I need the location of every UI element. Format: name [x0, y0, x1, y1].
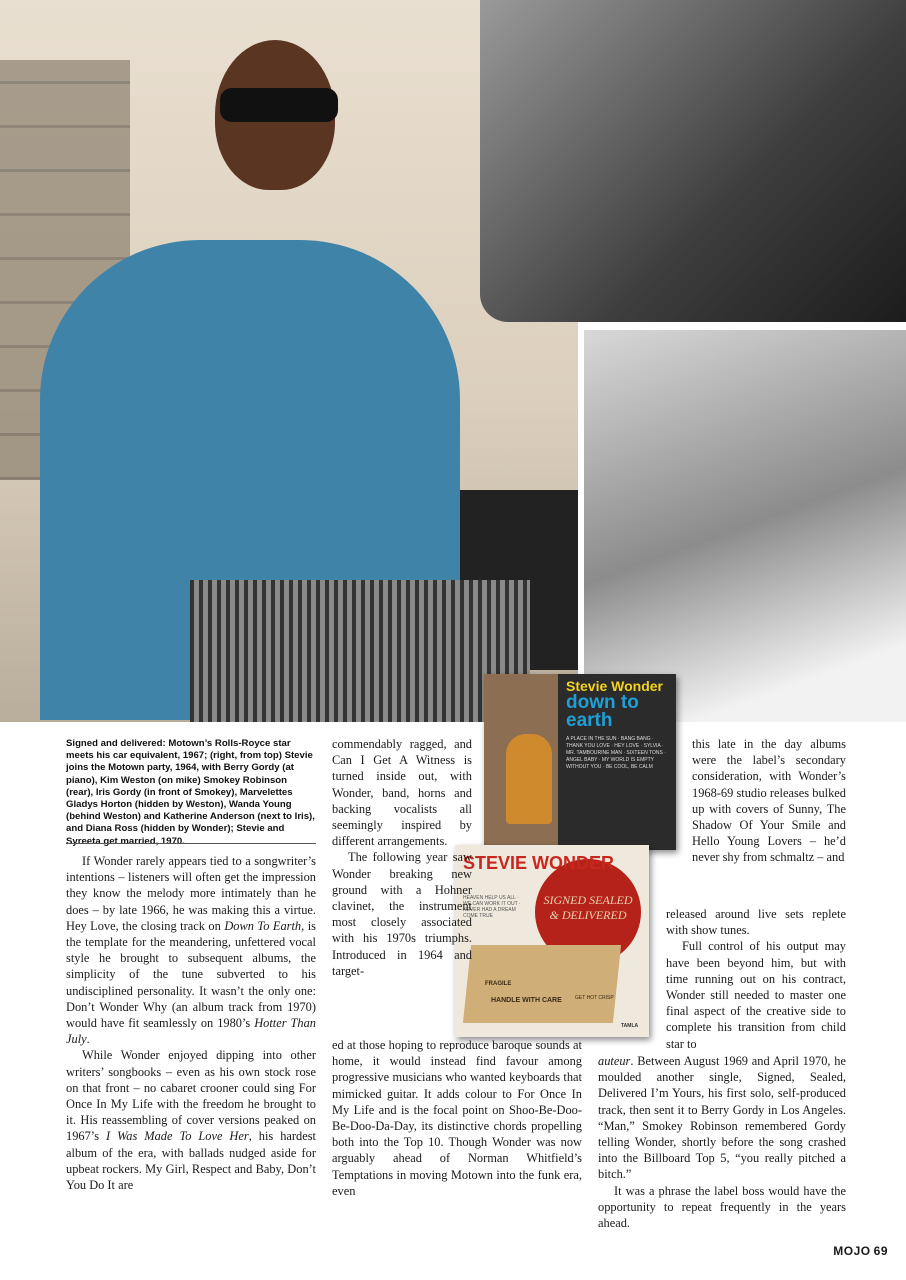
page-number: 69	[873, 1244, 888, 1258]
paragraph: ed at those hoping to reproduce baroque sounds at home, it would instead find favour among progressive musicians who wanted keyboards that mimicked guitar. It adds colour to For Once In My Life and is the focal point on Shoo-Be-Doo-Be-Doo-Da-Day, its distinctive chords propelling both into the Top 10. Though Wonder was now arguably ahead of Norman Whitfield’s Temptations in moving Motown into the funk era, even	[332, 1038, 582, 1198]
album-cover-down-to-earth	[484, 674, 676, 850]
album-tracklist: A PLACE IN THE SUN · BANG BANG · THANK YOU LOVE · HEY LOVE · SYLVIA · MR. TAMBOURINE MAN · SIXTEEN TONS · ANGEL BABY · MY WORLD IS EMPTY WITHOUT YOU · BE COOL, BE CALM	[566, 736, 666, 770]
album-cover-signed-sealed	[455, 845, 649, 1037]
paragraph: released around live sets replete with show tunes.	[666, 907, 846, 938]
column-1	[66, 853, 316, 1193]
magazine-name: MOJO	[833, 1244, 871, 1258]
column-2-bottom	[332, 1037, 582, 1199]
column-3-bottom	[598, 1053, 846, 1231]
box-gethot-label: GET HOT CRISP	[575, 995, 614, 1001]
column-3-middle	[666, 906, 846, 1052]
seal-text: SIGNED SEALED & DELIVERED	[543, 893, 633, 922]
cover-figure	[506, 734, 552, 824]
paragraph: While Wonder enjoyed dipping into other writers’ songbooks – even as his own stock rose on that front – no cabaret crooner could sing For Once In My Life with the freedom he brought to it. His reassembling of cover versions peaked on 1967’s I Was Made To Love Her, his hardest album of the era, with ballads nudged aside for upbeat rockers. My Girl, Respect and Baby, Don’t You Do It are	[66, 1048, 316, 1193]
box-handle-label: HANDLE WITH CARE	[491, 997, 562, 1004]
caption-rule	[66, 843, 316, 844]
paragraph: If Wonder rarely appears tied to a songwriter’s intentions – listeners will often get the impression they know the melody more intimately than he does – by late 1966, he was making this a virtue. Hey Love, the closing track on Down To Earth, is the template for the meandering, unfettered vocal style he brought to subsequent albums, the simplicity of the tune subverted to his undisciplined personality. It wasn’t the only one: Don’t Wonder Why (an album track from 1970) would have fit seamlessly on 1980’s Hotter Than July.	[66, 854, 316, 1047]
sunglasses	[220, 88, 338, 122]
paragraph: this late in the day albums were the label’s secondary consideration, with Wonder’s 1968-69 studio releases bulked up with covers of Sunny, The Shadow Of Your Smile and Hello Young Lovers – he’d never shy from schmaltz – and	[692, 737, 846, 865]
paragraph: It was a phrase the label boss would have the opportunity to repeat frequently in the years ahead.	[598, 1183, 846, 1231]
album-subtitle: HEAVEN HELP US ALL · WE CAN WORK IT OUT · NEVER HAD A DREAM COME TRUE	[463, 895, 521, 919]
motown-party-photo	[480, 0, 906, 322]
rolls-royce-grille	[190, 580, 530, 722]
box-fragile-label: FRAGILE	[485, 981, 512, 987]
album-artist: STEVIE WONDER	[463, 853, 615, 873]
paragraph: Full control of his output may have been beyond him, but with time running out on his contract, Wonder still needed to master one final aspect of the creative side to complete his transition from child star to	[666, 939, 846, 1051]
album-artist: Stevie Wonder	[566, 678, 663, 694]
paragraph: commendably ragged, and Can I Get A Witness is turned inside out, with Wonder, band, horns and backing vocalists all seemingly inspired by different arrangements.	[332, 737, 472, 849]
label-logo: TAMLA	[621, 1023, 639, 1029]
paragraph: The following year saw Wonder breaking new ground with a Hohner clavinet, the instrument most closely associated with his 1970s triumphs. Introduced in 1964 and target-	[332, 850, 472, 978]
page-folio	[833, 1244, 888, 1258]
album-title: down to earth	[566, 692, 639, 731]
paragraph: auteur. Between August 1969 and April 1970, he moulded another single, Signed, Sealed, Delivered I’m Yours, his first solo, self-produced track, then sent it to Berry Gordy in Los Angeles. “Man,” Smokey Robinson remembered Gordy telling Wonder, shortly before the song crashed into the Billboard Top 5, “you really pitched a bitch.”	[598, 1054, 846, 1182]
wedding-photo	[584, 330, 906, 722]
column-2-top	[332, 736, 472, 979]
column-3-top	[692, 736, 846, 866]
photo-caption: Signed and delivered: Motown’s Rolls-Royce star meets his car equivalent, 1967; (right, from top) Stevie joins the Motown party, 1964, with Berry Gordy (at piano), Kim Weston (on mike) Smokey Robinson (rear), Iris Gordy (in front of Smokey), Marvelettes Gladys Horton (hidden by Weston), Wanda Young (behind Weston) and Katherine Anderson (next to Iris), and Diana Ross (hidden by Wonder); Stevie and Syreeta get married, 1970.	[66, 738, 315, 847]
